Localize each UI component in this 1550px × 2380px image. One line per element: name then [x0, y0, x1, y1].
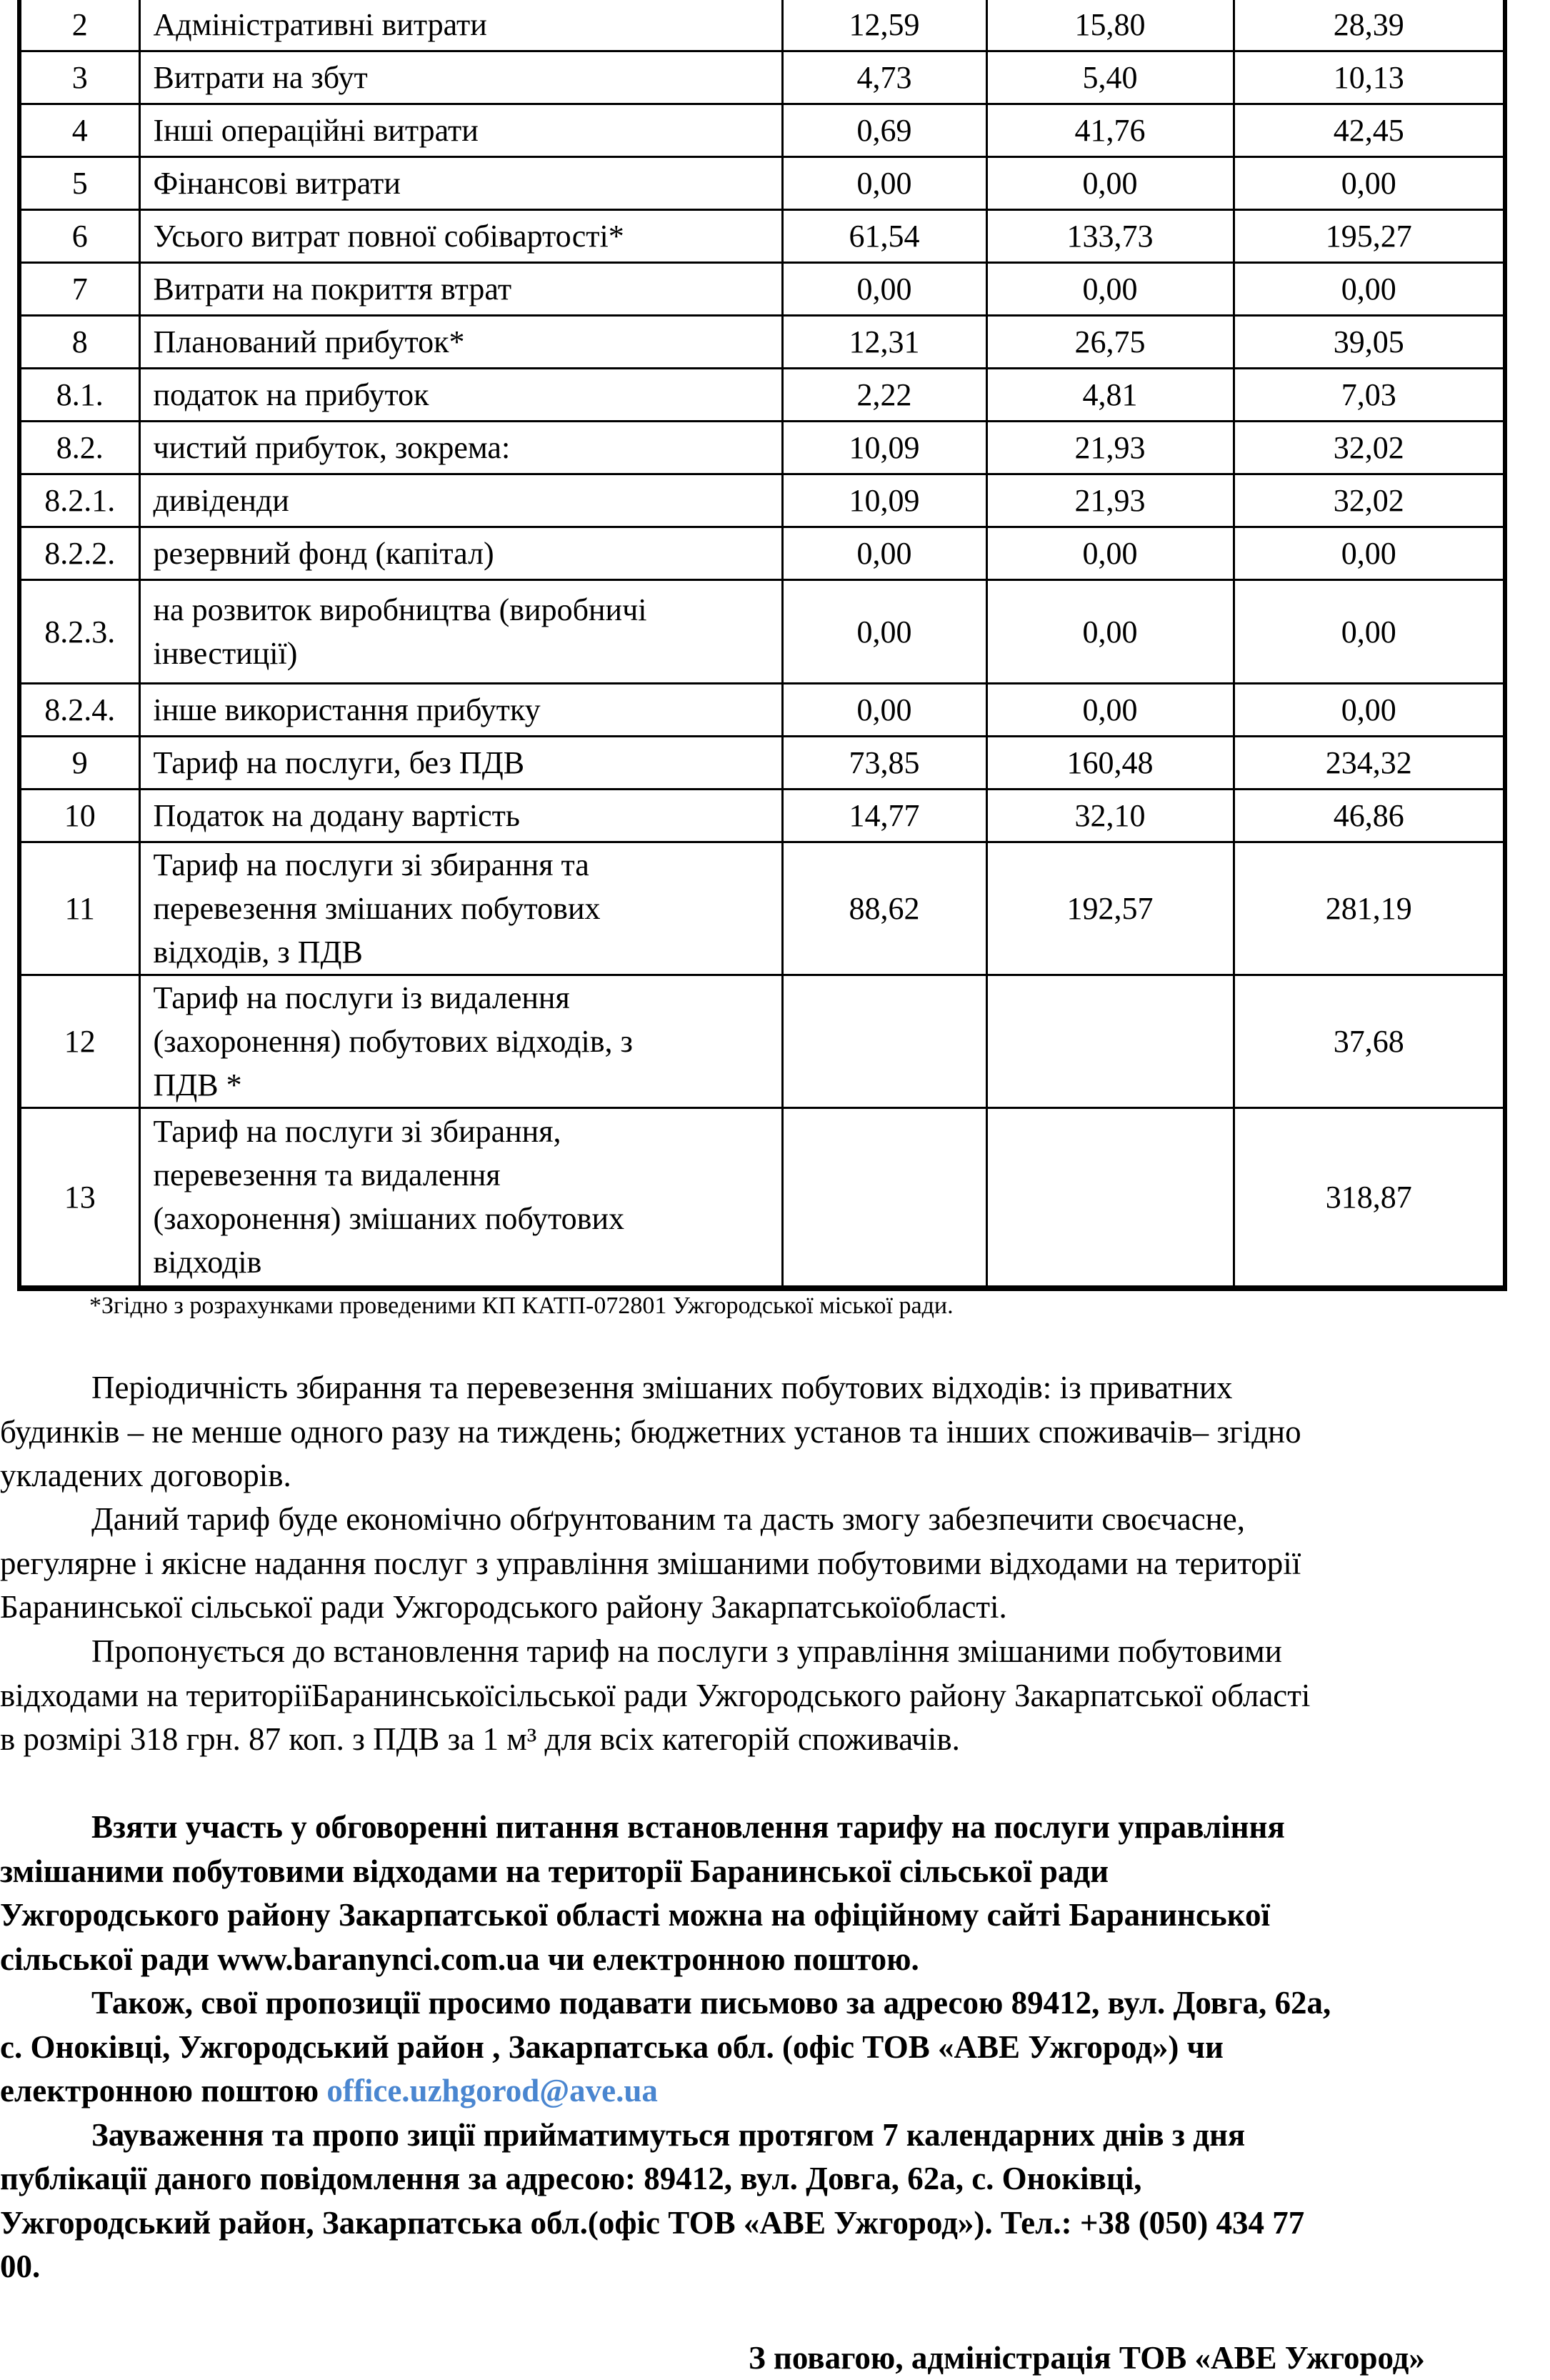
- row-name-line: Тариф на послуги із видалення: [153, 980, 570, 1015]
- row-name-line: Фінансові витрати: [153, 166, 401, 201]
- row-number: 11: [19, 842, 139, 975]
- value-col-total: 42,45: [1234, 104, 1505, 157]
- text-line: Пропонується до встановлення тариф на послуги з управління змішаними побутовими: [91, 1633, 1282, 1669]
- value-col-1: 0,69: [782, 104, 986, 157]
- row-name: [139, 580, 782, 684]
- signature: З повагою, адміністрація ТОВ «АВЕ Ужгород»: [749, 2340, 1425, 2376]
- row-number: 8.2.: [19, 422, 139, 474]
- value-col-total: 234,32: [1234, 737, 1505, 790]
- table-row: [19, 737, 1505, 790]
- value-col-1: [782, 1108, 986, 1288]
- email-prefix: електронною поштою: [0, 2073, 327, 2108]
- value-col-total: 318,87: [1234, 1108, 1505, 1288]
- value-col-2: 21,93: [986, 422, 1234, 474]
- value-col-1: 14,77: [782, 790, 986, 842]
- row-name: [139, 1108, 782, 1288]
- text-line: Зауваження та пропо зиції прийматимуться протягом 7 календарних днів з дня: [91, 2116, 1246, 2153]
- value-col-2: 160,48: [986, 737, 1234, 790]
- value-col-1: 10,09: [782, 474, 986, 527]
- table-row: [19, 0, 1505, 51]
- table-row: [19, 527, 1505, 580]
- value-col-1: 0,00: [782, 684, 986, 737]
- value-col-total: 32,02: [1234, 474, 1505, 527]
- row-name-line: податок на прибуток: [153, 377, 429, 412]
- row-number: 13: [19, 1108, 139, 1288]
- value-col-total: 39,05: [1234, 316, 1505, 369]
- table-row: [19, 210, 1505, 263]
- text-line: Баранинської сільської ради Ужгородського району Закарпатськоїобласті.: [0, 1589, 1007, 1625]
- table-footnote: *Згідно з розрахунками проведеними КП КАТП-072801 Ужгородської міської ради.: [89, 1293, 954, 1319]
- row-name: [139, 369, 782, 422]
- value-col-total: 10,13: [1234, 51, 1505, 104]
- value-col-1: 0,00: [782, 580, 986, 684]
- value-col-1: 73,85: [782, 737, 986, 790]
- row-name: [139, 737, 782, 790]
- value-col-1: 0,00: [782, 263, 986, 316]
- row-name-line: інвестиції): [153, 636, 298, 671]
- value-col-2: 0,00: [986, 263, 1234, 316]
- row-name-line: Витрати на покриття втрат: [153, 272, 512, 307]
- row-number: 10: [19, 790, 139, 842]
- paragraph-justification: [0, 1498, 1550, 1630]
- table-row: [19, 790, 1505, 842]
- table-row: [19, 104, 1505, 157]
- text-line: будинків – не менше одного разу на тиждень; бюджетних установ та інших споживачів– згідно: [0, 1413, 1301, 1450]
- row-name: [139, 263, 782, 316]
- row-number: 4: [19, 104, 139, 157]
- notice-discussion: [0, 1806, 1550, 2289]
- value-col-2: 5,40: [986, 51, 1234, 104]
- value-col-1: 61,54: [782, 210, 986, 263]
- value-col-1: 4,73: [782, 51, 986, 104]
- row-name-line: на розвиток виробництва (виробничі: [153, 592, 647, 627]
- value-col-1: [782, 975, 986, 1108]
- value-col-total: 281,19: [1234, 842, 1505, 975]
- row-number: 12: [19, 975, 139, 1108]
- text-line: Періодичність збирання та перевезення змішаних побутових відходів: із приватних: [91, 1370, 1233, 1405]
- tariff-table: [17, 0, 1507, 1291]
- row-name: [139, 684, 782, 737]
- row-name-line: чистий прибуток, зокрема:: [153, 430, 511, 465]
- text-line: змішаними побутовими відходами на території Баранинської сільської ради: [0, 1853, 1109, 1889]
- text-line: сільської ради www.baranynci.com.ua чи електронною поштою.: [0, 1941, 919, 1977]
- table-row: [19, 684, 1505, 737]
- row-number: 8: [19, 316, 139, 369]
- email-link[interactable]: office.uzhgorod@ave.ua: [326, 2073, 658, 2108]
- text-line: відходами на територіїБаранинськоїсільської ради Ужгородського району Закарпатської області: [0, 1677, 1311, 1713]
- value-col-2: 0,00: [986, 527, 1234, 580]
- row-number: 5: [19, 157, 139, 210]
- row-number: 8.2.3.: [19, 580, 139, 684]
- value-col-total: 0,00: [1234, 580, 1505, 684]
- value-col-total: 28,39: [1234, 0, 1505, 51]
- table-row: [19, 316, 1505, 369]
- row-name-line: відходів, з ПДВ: [153, 935, 363, 970]
- table-row: [19, 975, 1505, 1108]
- value-col-2: 0,00: [986, 157, 1234, 210]
- row-name-line: інше використання прибутку: [153, 692, 541, 727]
- paragraph-frequency: [0, 1366, 1550, 1498]
- row-name: [139, 842, 782, 975]
- email-line: [0, 2069, 1550, 2113]
- row-name: [139, 157, 782, 210]
- value-col-2: 21,93: [986, 474, 1234, 527]
- value-col-total: 46,86: [1234, 790, 1505, 842]
- table-row: [19, 580, 1505, 684]
- value-col-total: 0,00: [1234, 157, 1505, 210]
- table-row: [19, 842, 1505, 975]
- table-row: [19, 1108, 1505, 1288]
- row-name-line: Податок на додану вартість: [153, 798, 520, 833]
- value-col-1: 0,00: [782, 527, 986, 580]
- value-col-1: 12,31: [782, 316, 986, 369]
- text-line: Даний тариф буде економічно обґрунтованим та дасть змогу забезпечити своєчасне,: [91, 1501, 1245, 1537]
- row-name: [139, 474, 782, 527]
- row-number: 6: [19, 210, 139, 263]
- value-col-1: 2,22: [782, 369, 986, 422]
- value-col-total: 37,68: [1234, 975, 1505, 1108]
- row-name-line: Тариф на послуги зі збирання та: [153, 847, 589, 882]
- row-name-line: Планований прибуток*: [153, 324, 465, 359]
- text-line: Ужгородський район, Закарпатська обл.(офіс ТОВ «АВЕ Ужгород»). Тел.: +38 (050) 434 77: [0, 2204, 1305, 2241]
- value-col-2: 15,80: [986, 0, 1234, 51]
- value-col-2: [986, 975, 1234, 1108]
- text-line: 00.: [0, 2249, 41, 2284]
- value-col-1: 12,59: [782, 0, 986, 51]
- row-name-line: Усього витрат повної собівартості*: [153, 219, 624, 254]
- text-line: публікації даного повідомлення за адресою: 89412, вул. Довга, 62а, с. Оноківці,: [0, 2161, 1142, 2196]
- row-name: [139, 0, 782, 51]
- value-col-2: 4,81: [986, 369, 1234, 422]
- value-col-2: 26,75: [986, 316, 1234, 369]
- row-number: 2: [19, 0, 139, 51]
- row-name: [139, 210, 782, 263]
- paragraph-proposal: [0, 1630, 1550, 1762]
- row-number: 8.2.4.: [19, 684, 139, 737]
- row-name: [139, 975, 782, 1108]
- value-col-2: 41,76: [986, 104, 1234, 157]
- row-name-line: перевезення та видалення: [153, 1157, 501, 1193]
- text-line: Ужгородського району Закарпатської області можна на офіційному сайті Баранинської: [0, 1897, 1271, 1933]
- text-line: укладених договорів.: [0, 1458, 291, 1493]
- row-number: 8.1.: [19, 369, 139, 422]
- row-name-line: (захоронення) побутових відходів, з: [153, 1024, 633, 1059]
- value-col-1: 10,09: [782, 422, 986, 474]
- value-col-1: 88,62: [782, 842, 986, 975]
- value-col-total: 0,00: [1234, 684, 1505, 737]
- value-col-total: 0,00: [1234, 263, 1505, 316]
- row-name: [139, 790, 782, 842]
- value-col-total: 0,00: [1234, 527, 1505, 580]
- row-number: 7: [19, 263, 139, 316]
- row-name-line: відходів: [153, 1245, 262, 1280]
- row-number: 3: [19, 51, 139, 104]
- value-col-2: 0,00: [986, 580, 1234, 684]
- table-row: [19, 157, 1505, 210]
- table-row: [19, 422, 1505, 474]
- value-col-1: 0,00: [782, 157, 986, 210]
- row-name-line: (захоронення) змішаних побутових: [153, 1201, 625, 1237]
- row-name-line: дивіденди: [153, 483, 289, 518]
- row-name-line: Витрати на збут: [153, 60, 368, 95]
- value-col-total: 7,03: [1234, 369, 1505, 422]
- row-number: 9: [19, 737, 139, 790]
- text-line: Також, свої пропозиції просимо подавати письмово за адресою 89412, вул. Довга, 62а,: [91, 1985, 1331, 2021]
- row-name: [139, 422, 782, 474]
- row-name-line: Інші операційні витрати: [153, 113, 479, 148]
- row-name: [139, 527, 782, 580]
- value-col-total: 32,02: [1234, 422, 1505, 474]
- value-col-2: 32,10: [986, 790, 1234, 842]
- table-row: [19, 474, 1505, 527]
- text-line: регулярне і якісне надання послуг з управління змішаними побутовими відходами на території: [0, 1545, 1301, 1581]
- table-row: [19, 369, 1505, 422]
- tariff-table-body: [19, 0, 1505, 1288]
- row-name-line: перевезення змішаних побутових: [153, 891, 601, 926]
- value-col-2: 192,57: [986, 842, 1234, 975]
- row-name-line: Тариф на послуги зі збирання,: [153, 1114, 561, 1150]
- text-line: в розмірі 318 грн. 87 коп. з ПДВ за 1 м³ для всіх категорій споживачів.: [0, 1721, 960, 1757]
- row-name: [139, 316, 782, 369]
- row-name-line: Тариф на послуги, без ПДВ: [153, 745, 525, 780]
- value-col-2: [986, 1108, 1234, 1288]
- row-name-line: ПДВ *: [153, 1067, 242, 1102]
- row-name: [139, 104, 782, 157]
- row-name-line: резервний фонд (капітал): [153, 536, 494, 571]
- table-row: [19, 51, 1505, 104]
- row-number: 8.2.2.: [19, 527, 139, 580]
- row-name-line: Адміністративні витрати: [153, 7, 487, 42]
- row-number: 8.2.1.: [19, 474, 139, 527]
- text-line: Взяти участь у обговоренні питання встановлення тарифу на послуги управління: [91, 1809, 1285, 1845]
- table-row: [19, 263, 1505, 316]
- row-name: [139, 51, 782, 104]
- text-line: с. Оноківці, Ужгородський район , Закарпатська обл. (офіс ТОВ «АВЕ Ужгород») чи: [0, 2028, 1224, 2065]
- value-col-total: 195,27: [1234, 210, 1505, 263]
- value-col-2: 133,73: [986, 210, 1234, 263]
- value-col-2: 0,00: [986, 684, 1234, 737]
